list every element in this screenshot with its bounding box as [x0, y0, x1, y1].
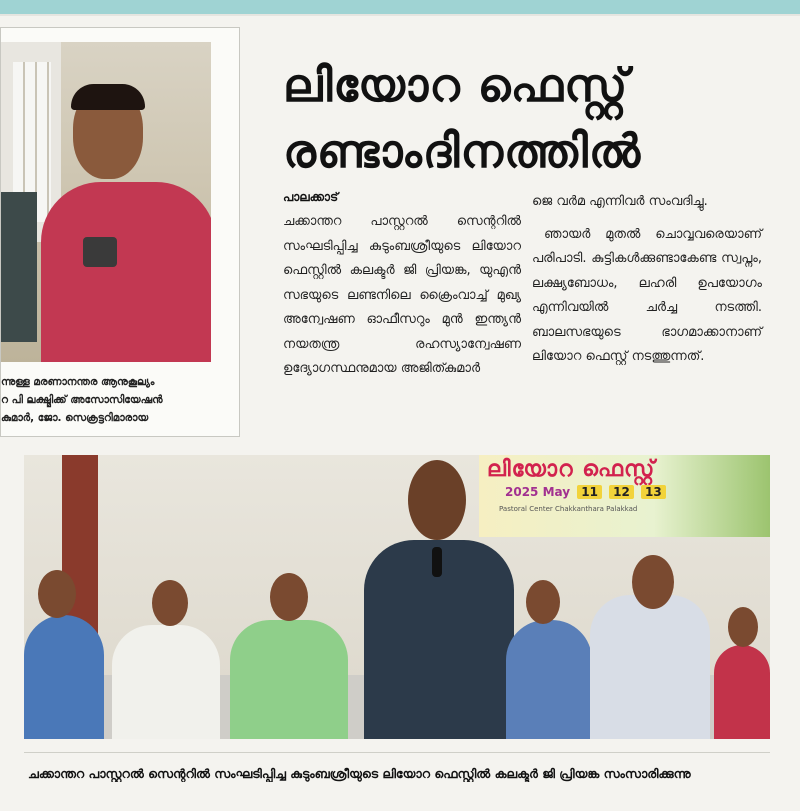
- person-head: [38, 570, 76, 618]
- photo-caption: ചക്കാന്തറ പാസ്റ്ററൽ സെന്ററിൽ സംഘടിപ്പിച്ച കുടുംബശ്രീയുടെ ലിയോറ ഫെസ്റ്റിൽ കലക്ടർ ജി പ്രിയങ്ക സംസാരിക്കുന്നു: [28, 766, 691, 781]
- person-head: [152, 580, 188, 626]
- person-head: [526, 580, 560, 624]
- man-portrait-photo: [1, 42, 211, 362]
- left-caption-line: ന്നുള്ള മരണാനന്തര ആനുകൂല്യം: [1, 376, 155, 388]
- seated-person: [506, 620, 592, 739]
- article-headline: [283, 52, 783, 184]
- person-head: [270, 573, 308, 621]
- article-column-1: ചക്കാന്തറ പാസ്റ്ററൽ സെന്ററിൽ സംഘടിപ്പിച്ച കുടുംബശ്രീയുടെ ലിയോറ ഫെസ്റ്റിൽ കലക്ടർ ജി പ്രിയങ്ക, യുഎൻ സഭയുടെ ലണ്ടനിലെ ക്രൈംവാച്ച് മുഖ്യ അന്വേഷണ ഓഫീസറും മുൻ ഇന്ത്യൻ നയതന്ത്ര രഹസ്യാന്വേഷണ ഉദ്യോഗസ്ഥനുമായ അജിത്കുമാർ: [283, 214, 521, 376]
- seated-child: [714, 645, 770, 739]
- microphone-icon: [432, 547, 442, 577]
- banner-day: 12: [609, 485, 634, 499]
- phone-in-pocket-icon: [83, 237, 117, 267]
- left-caption-line: കുമാർ, ജോ. സെക്രട്ടറിമാരായ: [1, 412, 149, 424]
- banner-title: ലിയോറ ഫെസ്റ്റ്: [487, 457, 656, 482]
- headline-line: ലിയോറ ഫെസ്റ്റ്: [283, 58, 629, 112]
- event-photo: [24, 455, 770, 739]
- left-photo-caption: [1, 373, 239, 427]
- caption-divider: [24, 752, 770, 753]
- seated-person: [112, 625, 220, 739]
- banner-day: 13: [641, 485, 666, 499]
- seated-person: [24, 615, 104, 739]
- dateline: പാലക്കാട്: [283, 190, 339, 204]
- article-paragraph: ജെ വർമ എന്നിവർ സംവദിച്ചു.: [532, 194, 708, 209]
- seated-person: [590, 595, 710, 739]
- speaker-head: [408, 460, 466, 540]
- banner-date: [505, 485, 666, 499]
- fest-banner: [479, 455, 770, 537]
- person-head: [728, 607, 758, 647]
- person-head: [632, 555, 674, 609]
- article-paragraph: ഞായർ മുതൽ ചൊവ്വവരെയാണ് പരിപാടി. കുട്ടികൾക്കുണ്ടാകേണ്ട സ്വപ്നം, ലക്ഷ്യബോധം, ലഹരി ഉപയോഗം എന്നിവയിൽ ചർച്ച നടത്തി. ബാലസഭയുടെ ഭാഗമാക്കാനാണ് ലിയോറ ഫെസ്റ്റ് നടത്തുന്നത്.: [532, 226, 762, 364]
- left-photo-box: [0, 27, 240, 437]
- page-top-bar: [0, 0, 800, 14]
- banner-day: 11: [577, 485, 602, 499]
- banner-subtitle: Pastoral Center Chakkanthara Palakkad: [499, 505, 638, 513]
- seated-person: [230, 620, 348, 739]
- article-column-2: [532, 190, 762, 370]
- banner-year-month: 2025 May: [505, 485, 571, 499]
- left-caption-line: റ പി ലക്ഷ്മിക്ക് അസോസിയേഷൻ: [1, 394, 163, 406]
- headline-line: രണ്ടാംദിനത്തിൽ: [283, 124, 642, 178]
